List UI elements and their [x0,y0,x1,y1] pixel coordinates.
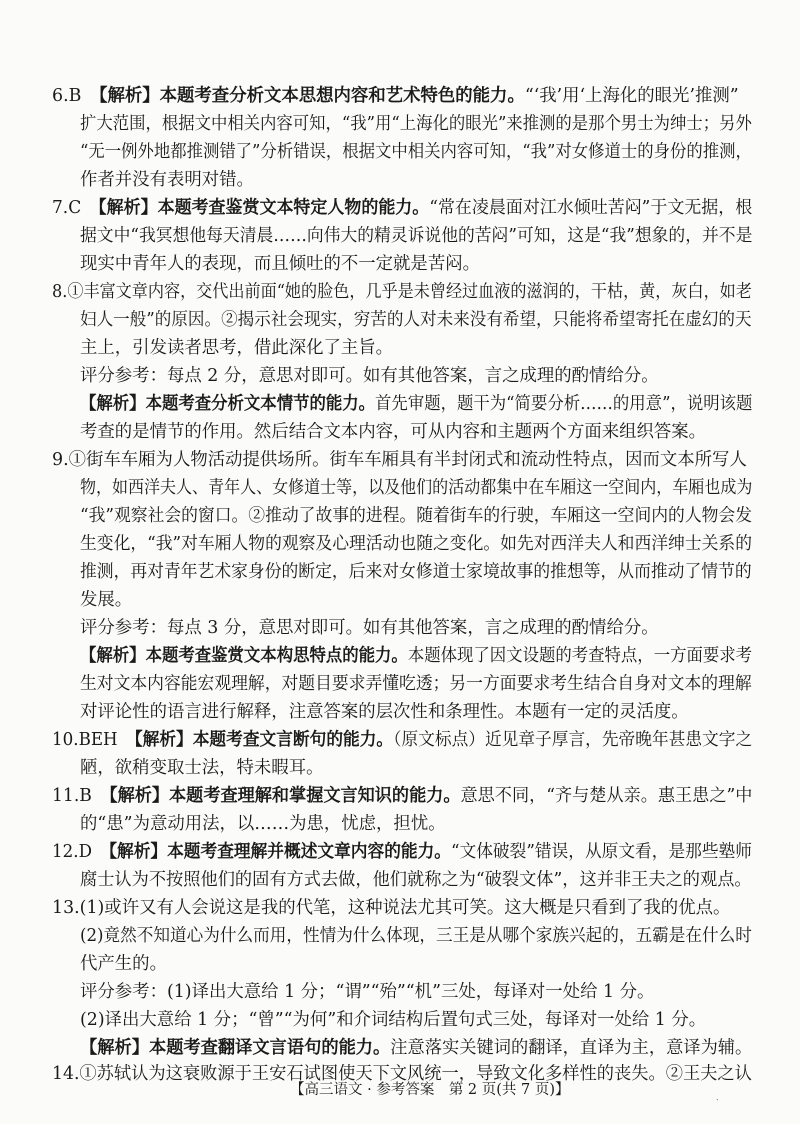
q9-line-6: 发展。 [80,590,133,610]
q6-line-2: 扩大范围，根据文中相关内容可知，“我”用“上海化的眼光”来推测的是那个男士为绅士；另外 [80,114,752,134]
q8-line-3: 主上，引发读者思考，借此深化了主旨。 [80,338,394,358]
q8-analysis-1: 【解析】本题考查分析文本情节的能力。首先审题，题干为“简要分析……的用意”，说明该题 [80,394,753,414]
q12-line-2: 腐士认为不按照他们的固有方式去做，他们就称之为“破裂文体”，这并非王夫之的观点。 [80,870,752,890]
q6-line-1: 6.B 【解析】本题考查分析文本思想内容和艺术特色的能力。“‘我’用‘上海化的眼光’推测” [52,86,739,106]
q9-line-1: 9.①街车车厢为人物活动提供场所。街车车厢具有半封闭式和流动性特点，因而文本所写人 [52,450,747,470]
q8-analysis-2: 考查的是情节的作用。然后结合文本内容，可从内容和主题两个方面来组织答案。 [80,422,707,442]
q13-scoring-1: 评分参考：(1)译出大意给 1 分；“谓”“殆”“机”三处，每译对一处给 1 分。 [80,982,655,1002]
q9-line-3: “我”观察社会的窗口。②推动了故事的进程。随着街车的行驶，车厢这一空间内的人物会发 [80,506,753,526]
q7-line-3: 现实中青年人的表现，而且倾吐的不一定就是苦闷。 [80,254,480,274]
q7-line-1: 7.C 【解析】本题考查鉴赏文本特定人物的能力。“常在凌晨面对江水倾吐苦闷”于文无据，根 [52,198,753,218]
q6-line-4: 作者并没有表明对错。 [80,170,254,190]
q9-analysis-1: 【解析】本题考查鉴赏文本构思特点的能力。本题体现了因文设题的考查特点，一方面要求考 [80,646,753,666]
q12-line-1: 12.D 【解析】本题考查理解并概述文章内容的能力。“文体破裂”错误，从原文看，是那些塾师 [52,842,752,862]
corner-mark: ． [716,1093,726,1103]
q9-scoring: 评分参考：每点 3 分，意思对即可。如有其他答案，言之成理的酌情给分。 [80,618,659,638]
q13-scoring-2: (2)译出大意给 1 分；“曾”“为何”和介词结构后置句式三处，每译对一处给 1 分。 [80,1010,707,1030]
q8-line-1: 8.①丰富文章内容，交代出前面“她的脸色，几乎是未曾经过血液的滋润的，干枯，黄，灰白，如老 [52,282,752,302]
page-footer: 【高三语文 · 参考答案 第 2 页(共 7 页)】 [290,1082,570,1098]
q11-line-1: 11.B 【解析】本题考查理解和掌握文言知识的能力。意思不同，“齐与楚从亲。惠王患之”中 [52,786,753,806]
q9-line-4: 生变化，“我”对车厢人物的观察及心理活动也随之变化。如先对西洋夫人和西洋绅士关系的 [80,534,753,554]
q10-line-1: 10.BEH 【解析】本题考查文言断句的能力。（原文标点）近见章子厚言，先帝晚年甚患文字之 [52,730,753,750]
q9-line-2: 物，如西洋夫人、青年人、女修道士等，以及他们的活动都集中在车厢这一空间内，车厢也成为 [80,478,753,498]
q10-line-2: 陋，欲稍变取士法，特未暇耳。 [80,758,324,778]
q13-analysis: 【解析】本题考查翻译文言语句的能力。注意落实关键词的翻译，直译为主，意译为辅。 [80,1038,753,1058]
q13-line-3: 代产生的。 [80,954,167,974]
q11-line-2: 的“患”为意动用法，以……为患，忧虑，担忧。 [80,814,446,834]
q14-line-1: 14.①苏轼认为这衰败源于王安石试图使天下文风统一，导致文化多样性的丧失。②王夫之认 [52,1064,752,1084]
q9-analysis-3: 对评论性的语言进行解释，注意答案的层次性和条理性。本题有一定的灵活度。 [80,702,689,722]
q9-analysis-2: 生对文本内容能宏观理解，对题目要求弄懂吃透；另一方面要求考生结合自身对文本的理解 [80,674,752,694]
q8-scoring: 评分参考：每点 2 分，意思对即可。如有其他答案，言之成理的酌情给分。 [80,366,659,386]
q6-line-3: “无一例外地都推测错了”分析错误，根据文中相关内容可知，“我”对女修道士的身份的推测， [80,142,752,162]
q9-line-5: 推测，再对青年艺术家身份的断定，后来对女修道士家境故事的推想等，从而推动了情节的 [80,562,752,582]
q13-line-2: (2)竟然不知道心为什么而用，性情为什么体现，三王是从哪个家族兴起的，五霸是在什么时 [80,926,752,946]
q7-line-2: 据文中“我冥想他每天清晨……向伟大的精灵诉说他的苦闷”可知，这是“我”想象的，并不是 [80,226,753,246]
q13-line-1: 13.(1)或许又有人会说这是我的代笔，这种说法尤其可笑。这大概是只看到了我的优点。 [52,898,731,918]
q8-line-2: 妇人一般”的原因。②揭示社会现实，穷苦的人对未来没有希望，只能将希望寄托在虚幻的天 [80,310,752,330]
